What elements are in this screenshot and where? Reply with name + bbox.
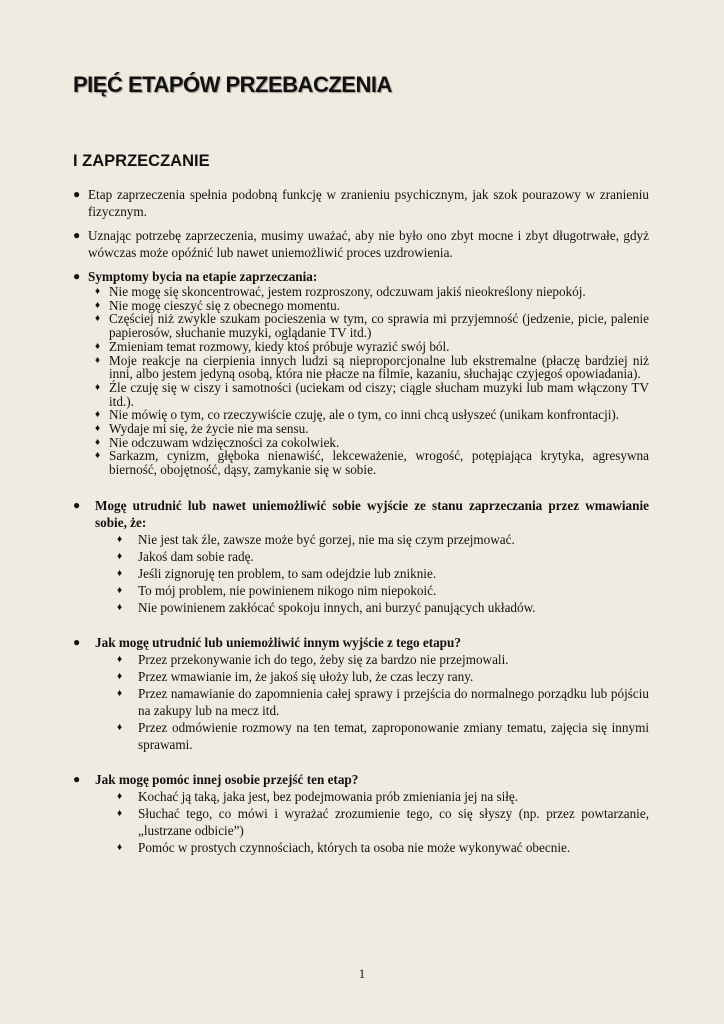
intro-text: Etap zaprzeczenia spełnia podobną funkcję w zranieniu psychicznym, jak szok pourazowy w zranieniu fizycznym. <box>88 187 649 219</box>
diamond-icon: ♦ <box>117 841 123 853</box>
diamond-icon: ♦ <box>117 567 123 579</box>
diamond-icon: ♦ <box>117 533 123 545</box>
diamond-icon: ♦ <box>117 721 123 733</box>
list-item: ♦ Przez przekonywanie ich do tego, żeby się za bardzo nie przejmowali. <box>117 651 509 667</box>
diamond-icon: ♦ <box>95 450 101 462</box>
diamond-icon: ♦ <box>117 653 123 665</box>
diamond-icon: ♦ <box>117 670 123 682</box>
diamond-icon: ♦ <box>95 340 101 352</box>
list-item: ♦ Jakoś dam sobie radę. <box>117 548 254 564</box>
question-heading: ● Jak mogę pomóc innej osobie przejść ten etap? <box>73 771 359 787</box>
diamond-icon: ♦ <box>95 423 101 435</box>
list-item: ♦ Nie jest tak źle, zawsze może być gorzej, nie ma się czym przejmować. <box>117 531 515 547</box>
list-item: ♦ Jeśli zignoruję ten problem, to sam odejdzie lub zniknie. <box>117 565 437 581</box>
diamond-icon: ♦ <box>117 584 123 596</box>
page-title: PIĘĆ ETAPÓW PRZEBACZENIA <box>73 72 392 97</box>
bullet-icon: ● <box>73 187 81 201</box>
question-list <box>73 531 649 616</box>
list-item: ♦ Zmieniam temat rozmowy, kiedy ktoś próbuje wyrazić swój ból. <box>95 338 450 354</box>
list-item: ♦ Nie mogę się skoncentrować, jestem rozproszony, odczuwam jakiś nieokreślony niepokój. <box>95 284 586 299</box>
symptoms-block <box>73 268 649 477</box>
list-item: ♦ Nie mówię o tym, co rzeczywiście czuję, ale o tym, co inni chcą usłyszeć (unikam konfrontacji). <box>95 407 620 423</box>
symptoms-heading-text: Symptomy bycia na etapie zaprzeczania: <box>88 269 318 284</box>
question-block <box>73 634 649 753</box>
bullet-icon: ● <box>73 497 81 512</box>
bullet-icon: ● <box>73 269 81 283</box>
diamond-icon: ♦ <box>95 286 101 297</box>
diamond-icon: ♦ <box>117 687 123 699</box>
diamond-icon: ♦ <box>117 790 123 802</box>
list-item: ♦ Wydaje mi się, że życie nie ma sensu. <box>95 421 309 437</box>
list-item: ♦ Przez odmówienie rozmowy na ten temat, zaproponowanie zmiany tematu, zajęcia się innymi sprawami. <box>117 719 649 752</box>
list-item: ♦ Źle czuję się w ciszy i samotności (uciekam od ciszy; ciągle słucham muzyki lub mam włączony TV itd.). <box>95 379 649 409</box>
question-block <box>73 771 649 856</box>
diamond-icon: ♦ <box>95 313 101 325</box>
list-item: ♦ Pomóc w prostych czynnościach, których ta osoba nie może wykonywać obecnie. <box>117 839 571 855</box>
list-item: ♦ Słuchać tego, co mówi i wyrażać zrozumienie tego, co się słyszy (np. przez powtarzanie, „lustrzane odbicie”) <box>117 805 649 838</box>
page-number: 1 <box>358 966 366 981</box>
list-item: ♦ Kochać ją taką, jaka jest, bez podejmowania prób zmieniania jej na siłę. <box>117 788 519 804</box>
intro-paragraph <box>73 186 649 220</box>
list-item: ♦ Przez wmawianie im, że jakoś się ułoży lub, że czas leczy rany. <box>117 668 474 684</box>
diamond-icon: ♦ <box>95 409 101 421</box>
bullet-icon: ● <box>73 228 81 242</box>
list-item: ♦ Nie odczuwam wdzięczności za cokolwiek. <box>95 434 340 450</box>
intro-paragraph <box>73 227 649 261</box>
question-list <box>73 788 649 856</box>
list-item: ♦ To mój problem, nie powinienem nikogo nim niepokoić. <box>117 582 437 598</box>
diamond-icon: ♦ <box>95 354 101 366</box>
question-block <box>73 497 649 616</box>
list-item: ♦ Nie powinienem zakłócać spokoju innych, ani burzyć panujących układów. <box>117 599 536 615</box>
list-item: ♦ Sarkazm, cynizm, głęboka nienawiść, lekceważenie, wrogość, potępiająca krytyka, agresywna bierność, obojętność, dąsy, zamykanie się w sobie. <box>95 448 649 478</box>
bullet-icon: ● <box>73 634 81 649</box>
question-list <box>73 651 649 753</box>
document-body <box>73 186 649 856</box>
diamond-icon: ♦ <box>117 601 123 613</box>
diamond-icon: ♦ <box>95 299 101 311</box>
diamond-icon: ♦ <box>117 807 123 819</box>
list-item: ♦ Nie mogę cieszyć się z obecnego momentu. <box>95 297 341 313</box>
question-heading: ● Mogę utrudnić lub nawet uniemożliwić sobie wyjście ze stanu zaprzeczania przez wmawianie sobie, że: <box>73 497 649 530</box>
intro-text: Uznając potrzebę zaprzeczenia, musimy uważać, aby nie było ono zbyt mocne i zbyt długotrwałe, gdyż wówczas może opóźnić lub nawet uniemożliwić proces uzdrowienia. <box>88 228 649 260</box>
bullet-icon: ● <box>73 771 81 786</box>
list-item: ♦ Przez namawianie do zapomnienia całej sprawy i przejścia do normalnego porządku lub pójściu na zakupy lub na mecz itd. <box>117 685 649 718</box>
symptoms-list <box>73 285 649 477</box>
symptoms-heading <box>73 268 649 285</box>
list-item: ♦ Częściej niż zwykle szukam pocieszenia w tym, co sprawia mi przyjemność (jedzenie, picie, palenie papierosów, słuchanie muzyki, oglądanie TV itd.) <box>95 311 649 341</box>
question-heading: ● Jak mogę utrudnić lub uniemożliwić innym wyjście z tego etapu? <box>73 634 461 650</box>
list-item: ♦ Moje reakcje na cierpienia innych ludzi są nieproporcjonalne lub ekstremalne (płaczę bardziej niż inni, albo jestem jedyną osobą, która nie płacze na filmie, kazaniu, słuchając czyjegoś opowiadania). <box>95 352 649 382</box>
diamond-icon: ♦ <box>95 381 101 393</box>
diamond-icon: ♦ <box>95 436 101 448</box>
diamond-icon: ♦ <box>117 550 123 562</box>
section-heading: I ZAPRZECZANIE <box>73 152 210 170</box>
